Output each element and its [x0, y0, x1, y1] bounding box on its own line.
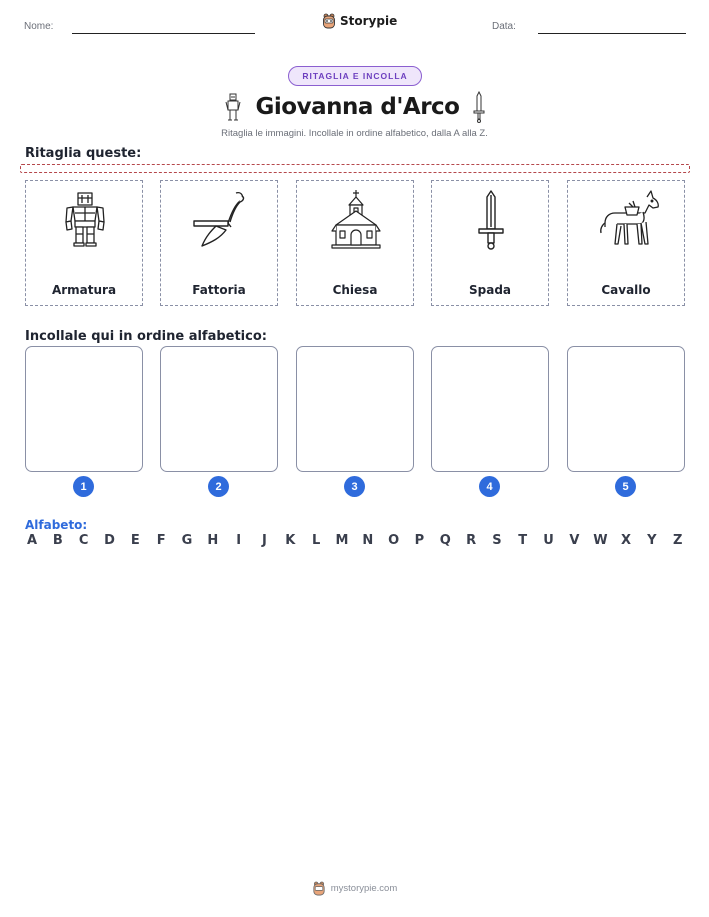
paste-slot-3[interactable] — [296, 346, 414, 472]
instructions: Ritaglia le immagini. Incollale in ordine alfabetico, dalla A alla Z. — [221, 128, 488, 139]
alphabet-letter: P — [414, 533, 425, 548]
slot-number-1: 1 — [73, 476, 94, 497]
paste-slot-4[interactable] — [431, 346, 549, 472]
card-label: Fattoria — [192, 283, 246, 297]
knight-icon — [224, 92, 242, 122]
name-write-line[interactable] — [72, 33, 255, 34]
alphabet-letter: M — [335, 533, 349, 548]
alphabet-letter: Y — [647, 533, 657, 548]
alphabet-letter: B — [52, 533, 63, 548]
alphabet-letter: W — [593, 533, 608, 548]
slot-number-2: 2 — [208, 476, 229, 497]
cut-card-spada[interactable] — [431, 180, 549, 306]
cut-card-cavallo[interactable] — [567, 180, 685, 306]
slot-number-4: 4 — [479, 476, 500, 497]
alphabet-heading: Alfabeto: — [25, 518, 88, 532]
alphabet-letter: H — [207, 533, 219, 548]
alphabet-letter: Q — [439, 533, 451, 548]
card-label: Spada — [468, 283, 512, 297]
sword-icon — [461, 189, 521, 251]
date-label: Data: — [492, 21, 516, 32]
cut-card-chiesa[interactable] — [296, 180, 414, 306]
church-icon — [326, 189, 386, 251]
alphabet-letter: O — [388, 533, 400, 548]
storypie-footer-icon — [312, 881, 326, 896]
cut-card-armatura[interactable] — [25, 180, 143, 306]
alphabet-letter: J — [262, 533, 267, 548]
alphabet-letter: K — [285, 533, 296, 548]
cut-line — [20, 164, 690, 173]
alphabet-letter: V — [569, 533, 580, 548]
storypie-mascot-icon — [322, 13, 336, 29]
alphabet-letter: Z — [672, 533, 683, 548]
activity-badge: RITAGLIA E INCOLLA — [288, 66, 422, 86]
alphabet-letter: G — [181, 533, 193, 548]
alphabet-letter: I — [236, 533, 242, 548]
alphabet-letter: X — [621, 533, 632, 548]
name-label: Nome: — [24, 21, 54, 32]
alphabet-letter: L — [311, 533, 321, 548]
footer-url[interactable]: mystorypie.com — [330, 883, 398, 894]
title-sword-icon — [473, 91, 485, 123]
alphabet-letter: D — [104, 533, 115, 548]
slot-number-5: 5 — [615, 476, 636, 497]
footer — [0, 881, 709, 896]
title-row — [0, 91, 709, 123]
card-label: Cavallo — [601, 283, 651, 297]
paste-slot-2[interactable] — [160, 346, 278, 472]
plow-icon — [190, 189, 250, 249]
alphabet-letter: S — [492, 533, 502, 548]
armor-icon — [55, 189, 115, 249]
alphabet-row — [25, 533, 685, 548]
paste-section-heading: Incollale qui in ordine alfabetico: — [25, 329, 267, 344]
brand-logo — [322, 13, 397, 29]
alphabet-letter: E — [130, 533, 140, 548]
date-write-line[interactable] — [538, 33, 686, 34]
cut-section-heading: Ritaglia queste: — [25, 146, 142, 161]
alphabet-letter: U — [543, 533, 554, 548]
slot-number-3: 3 — [344, 476, 365, 497]
alphabet-letter: F — [156, 533, 166, 548]
paste-slot-5[interactable] — [567, 346, 685, 472]
horse-icon — [597, 189, 661, 249]
alphabet-letter: C — [78, 533, 89, 548]
cut-card-fattoria[interactable] — [160, 180, 278, 306]
alphabet-letter: T — [518, 533, 528, 548]
alphabet-letter: A — [26, 533, 38, 548]
card-label: Armatura — [51, 283, 117, 297]
page-title: Giovanna d'Arco — [255, 94, 460, 120]
alphabet-letter: R — [466, 533, 477, 548]
card-label: Chiesa — [332, 283, 378, 297]
brand-name: Storypie — [340, 14, 398, 28]
paste-slot-1[interactable] — [25, 346, 143, 472]
alphabet-letter: N — [362, 533, 374, 548]
